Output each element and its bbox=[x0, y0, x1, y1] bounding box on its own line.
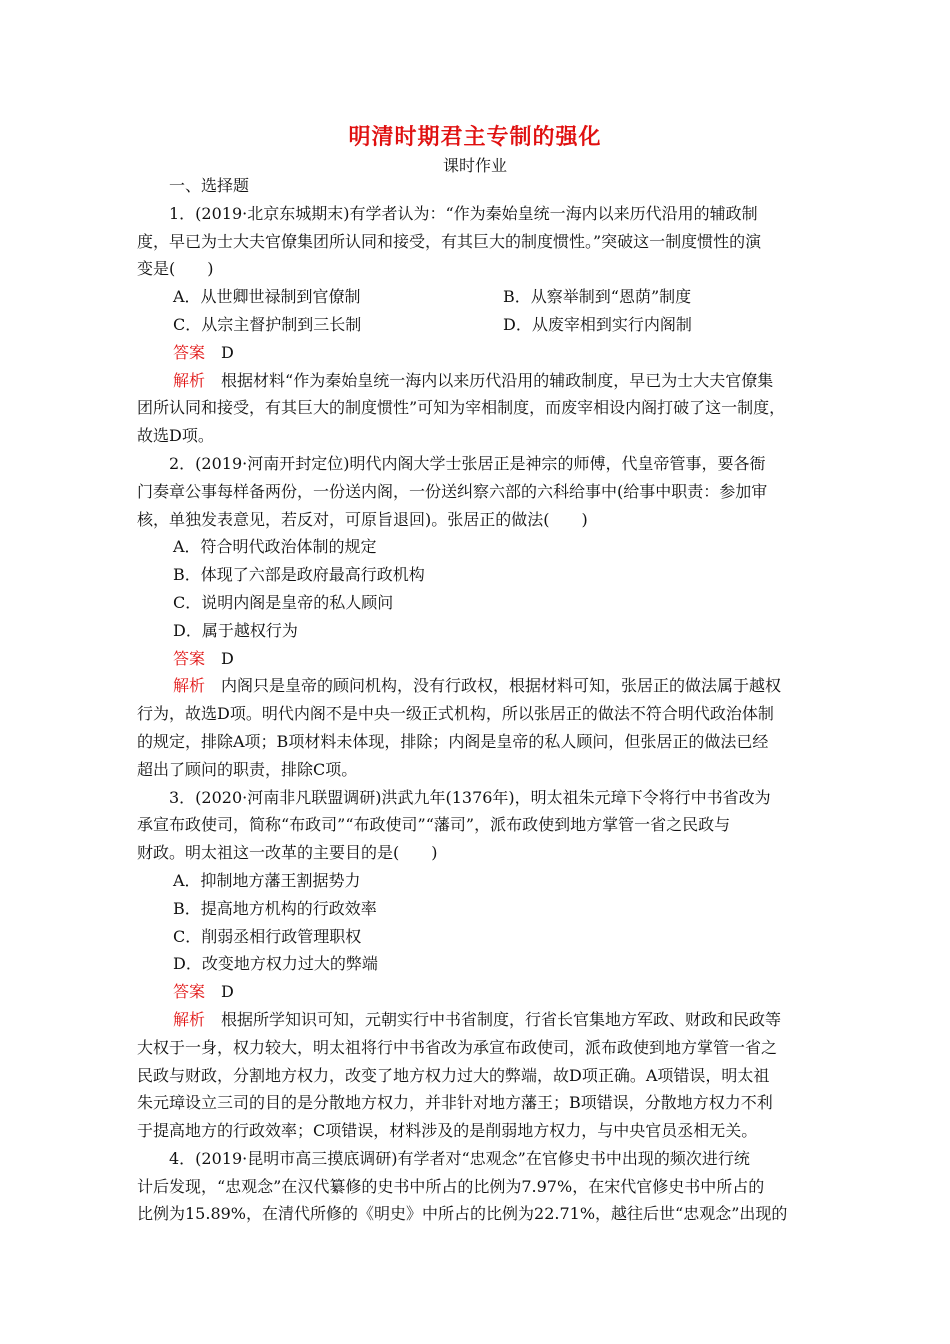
q1-analysis-line: 团所认同和接受，有其巨大的制度惯性”可知为宰相制度，而废宰相设内阁打破了这一制度， bbox=[137, 398, 786, 418]
q1-stem-line: 变是( ) bbox=[137, 259, 214, 279]
q3-option-b: B．提高地方机构的行政效率 bbox=[173, 898, 377, 918]
q3-option-c: C．削弱丞相行政管理职权 bbox=[173, 926, 362, 946]
analysis-label: 解析 bbox=[173, 676, 206, 696]
q3-stem-line: 承宣布政使司，简称“布政司”“布政使司”“藩司”，派布政使到地方掌管一省之民政与 bbox=[137, 815, 731, 835]
q3-analysis bbox=[137, 1006, 817, 1034]
q1-options-row bbox=[137, 311, 817, 339]
q1-option-d: D．从废宰相到实行内阁制 bbox=[503, 314, 692, 334]
q3-analysis-line: 大权于一身，权力较大，明太祖将行中书省改为承宣布政使司，派布政使到地方掌管一省之 bbox=[137, 1037, 778, 1057]
q3-option-a: A．抑制地方藩王割据势力 bbox=[173, 870, 361, 890]
document-body bbox=[137, 172, 817, 1228]
q2-stem-line: 2．(2019·河南开封定位)明代内阁大学士张居正是神宗的师傅，代皇帝管事，要各衙 bbox=[169, 453, 766, 473]
q2-answer bbox=[137, 645, 817, 673]
q2-stem-line: 核，单独发表意见，若反对，可原旨退回)。张居正的做法( ) bbox=[137, 509, 588, 529]
answer-label: 答案 bbox=[173, 342, 206, 362]
q1-options-row bbox=[137, 283, 817, 311]
q2-analysis-line: 超出了顾问的职责，排除C项。 bbox=[137, 759, 358, 779]
q3-answer bbox=[137, 978, 817, 1006]
q1-analysis bbox=[137, 367, 817, 395]
answer-label: 答案 bbox=[173, 648, 206, 668]
q1-option-a: A．从世卿世禄制到官僚制 bbox=[173, 287, 361, 307]
q4-stem-line: 计后发现，“忠观念”在汉代纂修的史书中所占的比例为7.97%，在宋代官修史书中所占的 bbox=[137, 1176, 765, 1196]
q2-option-c: C．说明内阁是皇帝的私人顾问 bbox=[173, 592, 394, 612]
section-heading: 一、选择题 bbox=[169, 176, 250, 195]
q1-stem-line: 度，早已为士大夫官僚集团所认同和接受，有其巨大的制度惯性。”突破这一制度惯性的演 bbox=[137, 231, 762, 251]
page-title: 明清时期君主专制的强化 bbox=[348, 125, 602, 150]
q3-option-d: D．改变地方权力过大的弊端 bbox=[173, 954, 378, 974]
answer-label: 答案 bbox=[173, 982, 206, 1002]
q4-stem-line: 比例为15.89%，在清代所修的《明史》中所占的比例为22.71%，越往后世“忠观念”出现的 bbox=[137, 1204, 788, 1224]
q3-answer-value: D bbox=[221, 982, 234, 1002]
q3-stem-line: 财政。明太祖这一改革的主要目的是( ) bbox=[137, 843, 438, 863]
q2-analysis bbox=[137, 672, 817, 700]
q2-analysis-line: 行为，故选D项。明代内阁不是中央一级正式机构，所以张居正的做法不符合明代政治体制 bbox=[137, 704, 774, 724]
q2-answer-value: D bbox=[221, 648, 234, 668]
q2-stem-line: 门奏章公事每样备两份，一份送内阁，一份送纠察六部的六科给事中(给事中职责：参加审 bbox=[137, 481, 768, 501]
q2-option-b: B．体现了六部是政府最高行政机构 bbox=[173, 565, 425, 585]
q1-option-b: B．从察举制到“恩荫”制度 bbox=[503, 287, 692, 307]
q1-answer-value: D bbox=[221, 342, 234, 362]
q2-analysis-text: 内阁只是皇帝的顾问机构，没有行政权，根据材料可知，张居正的做法属于越权 bbox=[221, 676, 782, 696]
analysis-label: 解析 bbox=[173, 370, 206, 390]
q3-analysis-line: 朱元璋设立三司的目的是分散地方权力，并非针对地方藩王；B项错误，分散地方权力不利 bbox=[137, 1093, 773, 1113]
q2-option-a: A．符合明代政治体制的规定 bbox=[173, 537, 377, 557]
q1-analysis-text: 根据材料“作为秦始皇统一海内以来历代沿用的辅政制度，早已为士大夫官僚集 bbox=[221, 370, 774, 390]
page-subtitle: 课时作业 bbox=[442, 156, 507, 175]
q1-answer bbox=[137, 339, 817, 367]
q2-option-d: D．属于越权行为 bbox=[173, 620, 298, 640]
q1-analysis-line: 故选D项。 bbox=[137, 426, 214, 446]
q1-stem-line: 1．(2019·北京东城期末)有学者认为：“作为秦始皇统一海内以来历代沿用的辅政制 bbox=[169, 203, 758, 223]
q3-analysis-line: 于提高地方的行政效率；C项错误，材料涉及的是削弱地方权力，与中央官员丞相无关。 bbox=[137, 1121, 758, 1141]
q3-stem-line: 3．(2020·河南非凡联盟调研)洪武九年(1376年)，明太祖朱元璋下令将行中书省改为 bbox=[169, 787, 771, 807]
q3-analysis-line: 民政与财政，分割地方权力，改变了地方权力过大的弊端，故D项正确。A项错误，明太祖 bbox=[137, 1065, 770, 1085]
q1-option-c: C．从宗主督护制到三长制 bbox=[173, 314, 362, 334]
q4-stem-line: 4．(2019·昆明市高三摸底调研)有学者对“忠观念”在官修史书中出现的频次进行统 bbox=[169, 1148, 750, 1168]
q2-analysis-line: 的规定，排除A项；B项材料未体现，排除；内阁是皇帝的私人顾问，但张居正的做法已经 bbox=[137, 731, 769, 751]
q3-analysis-text: 根据所学知识可知，元朝实行中书省制度，行省长官集地方军政、财政和民政等 bbox=[221, 1009, 782, 1029]
analysis-label: 解析 bbox=[173, 1009, 206, 1029]
